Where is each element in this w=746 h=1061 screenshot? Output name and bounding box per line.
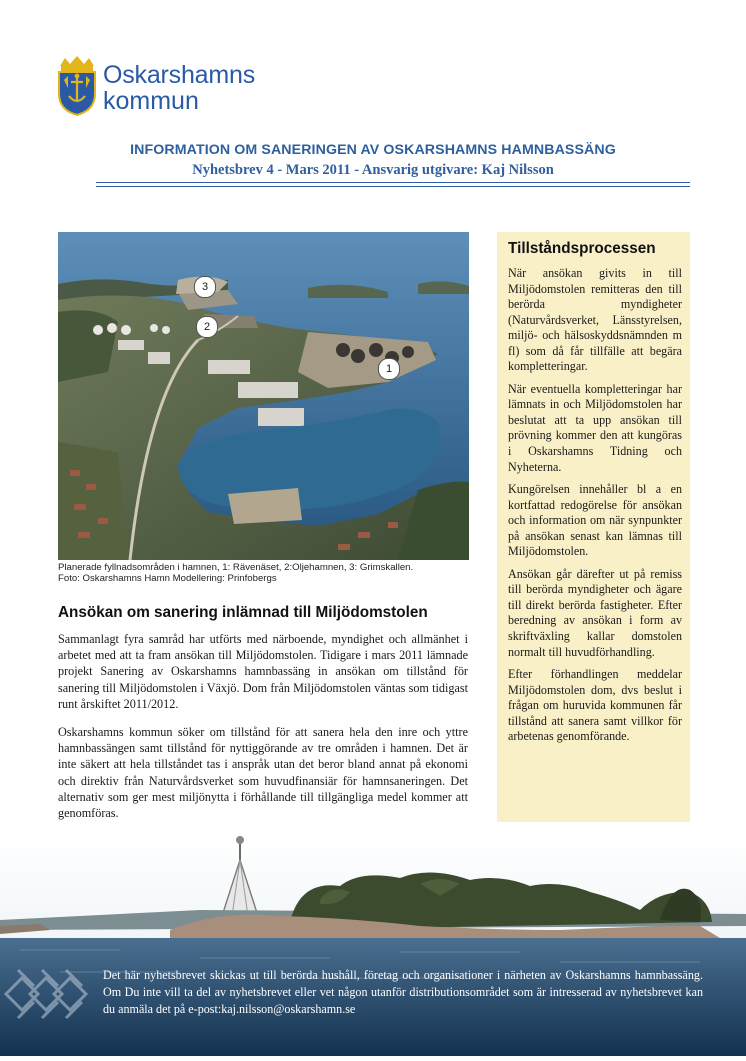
island-sea-photo [0, 830, 746, 1056]
article-paragraph: Oskarshamns kommun söker om tillstånd för att sanera hela den inre och yttre hamnbassängen samt tillstånd för nyttiggörande av tre områden i hamnen. Det är inte säkert att hela tillståndet tas i anspråk utan det beror bland annat på ekonomi och direktiv från Naturvårdsverket som huvudfinansiär för hamnsaneringen. Det alternativ som ger mest miljönytta i förhållande till tillgängliga medel kommer att genomföras. [58, 725, 468, 821]
distribution-notice: Det här nyhetsbrevet skickas ut till berörda hushåll, företag och organisationer i närheten av Oskarshamns hamnbassäng. Om Du inte vill ta del av nyhetsbrevet eller vet någon utanför distributionsområdet som är intresserad av nyhetsbrevet kan du anmäla det på e-post:kaj.nilsson@oskarshamn.se [103, 968, 703, 1016]
photo-caption-line2: Foto: Oskarshamns Hamn Modellering: Prinfobergs [58, 573, 277, 584]
header-divider-bottom [96, 186, 690, 187]
sidebar-paragraph: Kungörelsen innehåller bl a en kortfattad redogörelse för ansökan och information om när synpunkter på ansökan senast kan lämnas till Miljödomstolen. [508, 482, 682, 559]
sidebar-paragraph: Efter förhandlingen meddelar Miljödomstolen dom, dvs beslut i frågan om huruvida kommunen får tillstånd att sanera samt villkor för arbetenas genomförande. [508, 667, 682, 744]
photo-caption-line1: Planerade fyllnadsområden i hamnen, 1: Rävenäset, 2:Oljehamnen, 3: Grimskallen. [58, 562, 414, 573]
sidebar-body [508, 266, 682, 752]
header-divider-top [96, 182, 690, 183]
area-marker-2: 2 [196, 316, 218, 338]
article-heading: Ansökan om sanering inlämnad till Miljödomstolen [58, 604, 428, 621]
logo-name-line1: Oskarshamns [103, 61, 256, 89]
coat-of-arms-icon [56, 54, 98, 116]
sidebar-paragraph: Ansökan går därefter ut på remiss till berörda myndigheter och ägare till direkt berörda fastigheter. Efter beredning av ansökan i form av skriftväxling kallar domstolen normalt till huvudförhandling. [508, 566, 682, 659]
area-marker-1: 1 [378, 358, 400, 380]
photo-caption [58, 562, 478, 584]
newsletter-title: INFORMATION OM SANERINGEN AV OSKARSHAMNS HAMNBASSÄNG [130, 142, 616, 158]
newsletter-subtitle: Nyhetsbrev 4 - Mars 2011 - Ansvarig utgivare: Kaj Nilsson [192, 162, 554, 178]
lattice-ornament-icon [2, 964, 98, 1024]
municipality-logo [56, 54, 286, 118]
logo-name-line2: kommun [103, 87, 199, 115]
article-paragraph: Sammanlagt fyra samråd har utförts med närboende, myndighet och allmänhet i arbetet med att ta fram ansökan till Miljödomstolen. Tidigare i mars 2011 lämnade projekt Sanering av Oskarshamns hamnbassäng in ansökan om tillstånd för sanering till Miljödomstolen i Växjö. Dom från Miljödomstolen väntas som tidigast runt årskiftet 2011/2012. [58, 632, 468, 711]
permit-process-sidebar [497, 232, 690, 822]
sidebar-title: Tillståndsprocessen [508, 240, 656, 257]
sidebar-paragraph: När eventuella kompletteringar har lämnats in och Miljödomstolen har beslutat att ta upp ansökan till prövning kommer den att kungöras i Oskarshamns Tidning och Nyheterna. [508, 381, 682, 474]
area-marker-3: 3 [194, 276, 216, 298]
sidebar-paragraph: När ansökan givits in till Miljödomstolen remitteras den till berörda myndigheter (Naturvårdsverket, Länsstyrelsen, miljö- och hälsoskyddsnämnden m fl) som då får tillfälle att begära kompletteringar. [508, 266, 682, 374]
harbor-aerial-photo [58, 232, 469, 560]
